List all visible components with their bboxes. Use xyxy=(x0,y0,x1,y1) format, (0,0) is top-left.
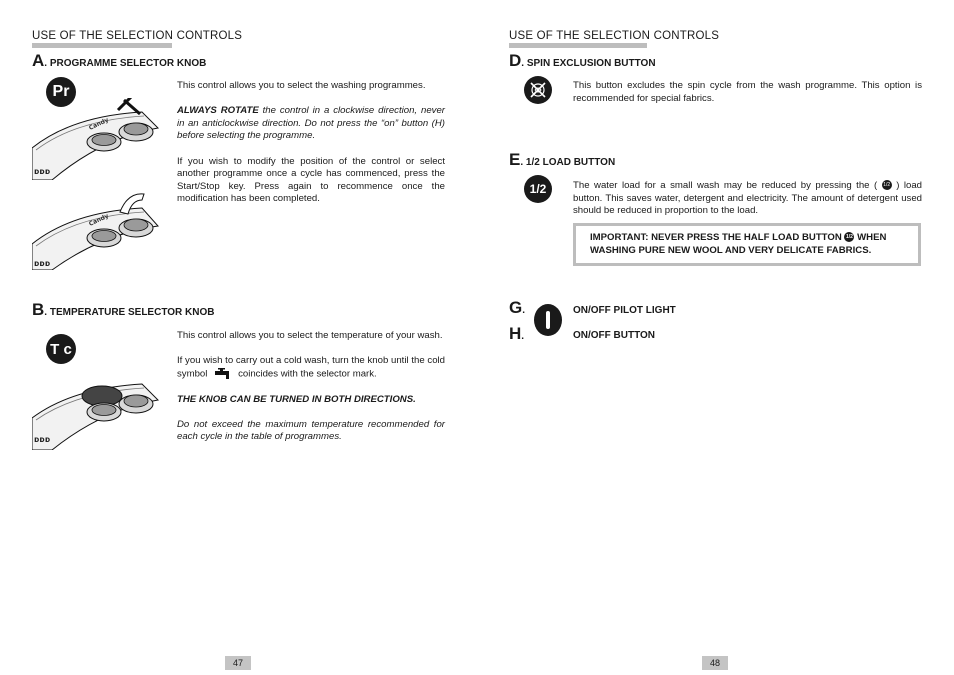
half-load-inline-icon: 1/2 xyxy=(883,182,891,189)
section-b-para-4: Do not exceed the maximum temperature recommended for each cycle in the table of programmes. xyxy=(177,418,445,443)
section-g-dot: . xyxy=(522,305,526,316)
section-d-title: . SPIN EXCLUSION BUTTON xyxy=(521,58,656,69)
section-b-para-3: THE KNOB CAN BE TURNED IN BOTH DIRECTIONS. xyxy=(177,393,416,405)
programme-knob-rotate-illustration xyxy=(32,186,162,270)
svg-text:ᴅᴅᴅ: ᴅᴅᴅ xyxy=(34,167,51,176)
section-e-title: . 1/2 LOAD BUTTON xyxy=(520,157,616,168)
candy-logo-a2: Candy xyxy=(87,212,110,228)
section-b-para-1: This control allows you to select the temperature of your wash. xyxy=(177,330,443,341)
no-spin-symbol-icon xyxy=(528,80,548,100)
svg-text:ᴅᴅᴅ: ᴅᴅᴅ xyxy=(34,435,51,444)
temperature-knob-illustration xyxy=(32,378,162,450)
important-notice-text-b: WHEN WASHING PURE NEW WOOL AND VERY DELICATE FABRICS. xyxy=(590,232,887,256)
section-a-para-2-text: the control in a clockwise direction, never in an anticlockwise direction. Do not press the “on” button (H) before selecting the programme. xyxy=(177,105,445,142)
cold-tap-icon xyxy=(213,368,235,380)
section-b-para-2 xyxy=(177,355,445,381)
section-a-title: . PROGRAMME SELECTOR KNOB xyxy=(44,58,207,69)
half-load-icon xyxy=(524,175,552,203)
right-page-header: USE OF THE SELECTION CONTROLS xyxy=(509,30,720,42)
section-d-heading xyxy=(509,51,656,71)
section-a-para-3: If you wish to modify the position of the control or select another programme once a cycle has commenced, press the Start/Stop key. Press again to recommence once the modification has been completed. xyxy=(177,155,445,205)
important-notice-box xyxy=(573,223,921,266)
right-header-underline xyxy=(509,43,647,48)
section-e-para-1-b: ) load button. This saves water, detergent and electricity. The amount of detergent used should be reduced in proportion to the load. xyxy=(573,180,923,217)
always-rotate-label: ALWAYS ROTATE xyxy=(177,105,259,117)
section-a-para-2 xyxy=(177,105,445,143)
programme-knob-illustration xyxy=(32,98,162,180)
on-off-button-label: ON/OFF BUTTON xyxy=(573,330,656,341)
left-header-underline xyxy=(32,43,172,48)
half-load-notice-icon: 1/2 xyxy=(845,234,853,241)
section-e-letter: E xyxy=(509,150,521,169)
section-d-para-1: This button excludes the spin cycle from the wash programme. This option is recommended for special fabrics. xyxy=(573,80,922,104)
section-b-body xyxy=(177,330,445,456)
section-h-letter: H xyxy=(509,324,522,343)
candy-logo-a1: Candy xyxy=(87,116,110,132)
section-b-para-2-a: If you wish to carry out a cold wash, turn the knob until the cold symbol xyxy=(177,355,445,380)
power-icon-bar xyxy=(546,311,550,329)
section-a-letter: A xyxy=(32,51,45,70)
svg-text:ᴅᴅᴅ: ᴅᴅᴅ xyxy=(34,259,51,268)
section-e-heading xyxy=(509,150,615,170)
spin-exclusion-icon xyxy=(524,76,552,104)
on-off-pilot-light-label: ON/OFF PILOT LIGHT xyxy=(573,305,676,316)
temperature-icon xyxy=(46,334,76,364)
important-notice-text-a: IMPORTANT: NEVER PRESS THE HALF LOAD BUTTON xyxy=(590,232,842,243)
power-icon xyxy=(534,304,562,336)
left-page-header: USE OF THE SELECTION CONTROLS xyxy=(32,30,243,42)
half-load-icon-label: 1/2 xyxy=(529,182,547,196)
section-g-heading xyxy=(509,298,525,318)
temperature-icon-label: T c xyxy=(50,340,72,358)
section-b-para-2-b: coincides with the selector mark. xyxy=(238,368,377,380)
section-d-letter: D xyxy=(509,51,522,70)
section-e-para-1 xyxy=(573,180,922,218)
section-e-para-1-a: The water load for a small wash may be reduced by pressing the ( xyxy=(573,180,878,191)
programme-icon-label: Pr xyxy=(52,83,70,100)
section-a-para-1: This control allows you to select the washing programmes. xyxy=(177,80,426,91)
section-a-body xyxy=(177,80,445,219)
section-a-heading xyxy=(32,51,206,71)
section-d-body xyxy=(573,80,922,118)
section-b-title: . TEMPERATURE SELECTOR KNOB xyxy=(44,307,215,318)
section-g-letter: G xyxy=(509,298,523,317)
section-b-letter: B xyxy=(32,300,45,319)
page-number-left: 47 xyxy=(225,656,251,670)
section-h-dot: . xyxy=(521,331,525,342)
page-number-right: 48 xyxy=(702,656,728,670)
section-h-heading xyxy=(509,324,524,344)
section-b-heading xyxy=(32,300,214,320)
